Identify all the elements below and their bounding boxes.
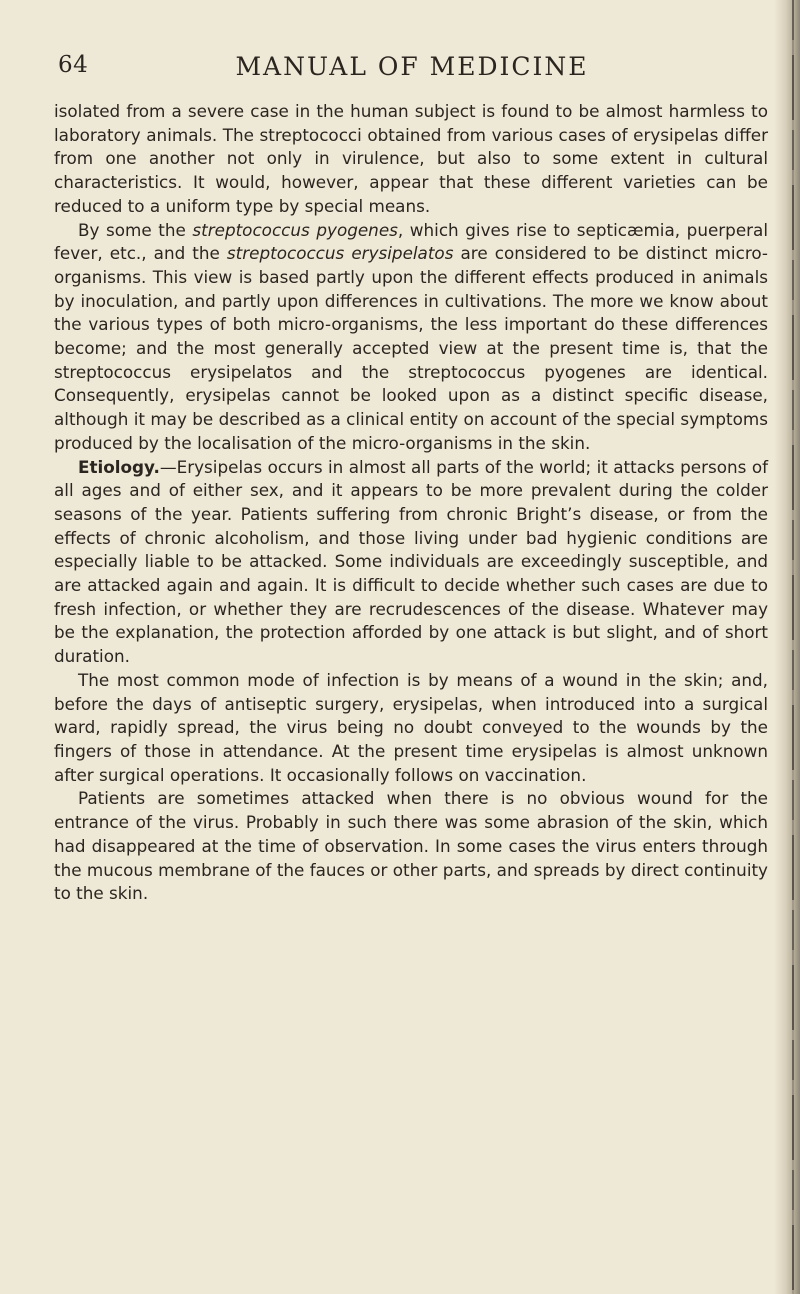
page-edge-line (792, 0, 794, 1294)
paragraph-3 (54, 456, 768, 669)
paragraph-3-text: —Erysipelas occurs in almost all parts of the world; it attacks persons of all ages and of either sex, and it appears to be more prevalent during the colder seasons of the year. Patients suffering from chronic Bright’s disease, or from the effects of chronic alcoholism, and those living under bad hygienic conditions are especially liable to be attacked. Some individuals are exceedingly susceptible, and are attacked again and again. It is difficult to decide whether such cases are due to fresh infection, or whether they are recrudescences of the disease. Whatever may be the explanation, the protection afforded by one attack is but slight, and of short duration. (54, 456, 768, 667)
paragraph-2-text-b: , which gives rise to septicæmia, puerperal fever, etc., and the (54, 219, 768, 264)
paragraph-1: isolated from a severe case in the human subject is found to be almost harmless to laboratory animals. The streptococci obtained from various cases of erysipelas differ from one another not only in virulence, but also to some extent in cultural characteristics. It would, however, appear that these different varieties can be reduced to a uniform type by special means. (54, 101, 768, 216)
term-streptococcus-pyogenes: streptococcus pyogenes (192, 219, 398, 240)
paragraph-4: The most common mode of infection is by means of a wound in the skin; and, before the days of antiseptic surgery, erysipelas, when introduced into a surgical ward, rapidly spread, the virus being no doubt conveyed to the wounds by the fingers of those in attendance. At the present time erysipelas is almost unknown after surgical operations. It occasionally follows on vaccination. (54, 669, 768, 785)
term-streptococcus-erysipelatos: streptococcus erysipelatos (226, 243, 454, 264)
section-heading-etiology: Etiology. (78, 456, 160, 477)
page-header (54, 52, 770, 92)
paragraph-2 (54, 219, 768, 456)
running-head: MANUAL OF MEDICINE (235, 52, 589, 81)
paragraph-5: Patients are sometimes attacked when there is no obvious wound for the entrance of the virus. Probably in such there was some abrasion of the skin, which had disappeared at the time of observation. In some cases the virus enters through the mucous membrane of the fauces or other parts, and spreads by direct continuity to the skin. (54, 788, 768, 904)
page-edge-shadow (774, 0, 800, 1294)
paragraph-2-text-a: By some the (78, 219, 193, 240)
paragraph-2-text-c: are considered to be distinct micro-organisms. This view is based partly upon the different effects produced in animals by inoculation, and partly upon differences in cultivations. The more we know about the various types of both micro-organisms, the less important do these differences become; and the most generally accepted view at the present time is, that the streptococcus erysipelatos and the streptococcus pyogenes are identical. Consequently, erysipelas cannot be looked upon as a distinct specific disease, although it may be described as a clinical entity on account of the special symptoms produced by the localisation of the micro-organisms in the skin. (54, 243, 768, 453)
body-text (54, 100, 768, 906)
page-number: 64 (58, 52, 89, 78)
